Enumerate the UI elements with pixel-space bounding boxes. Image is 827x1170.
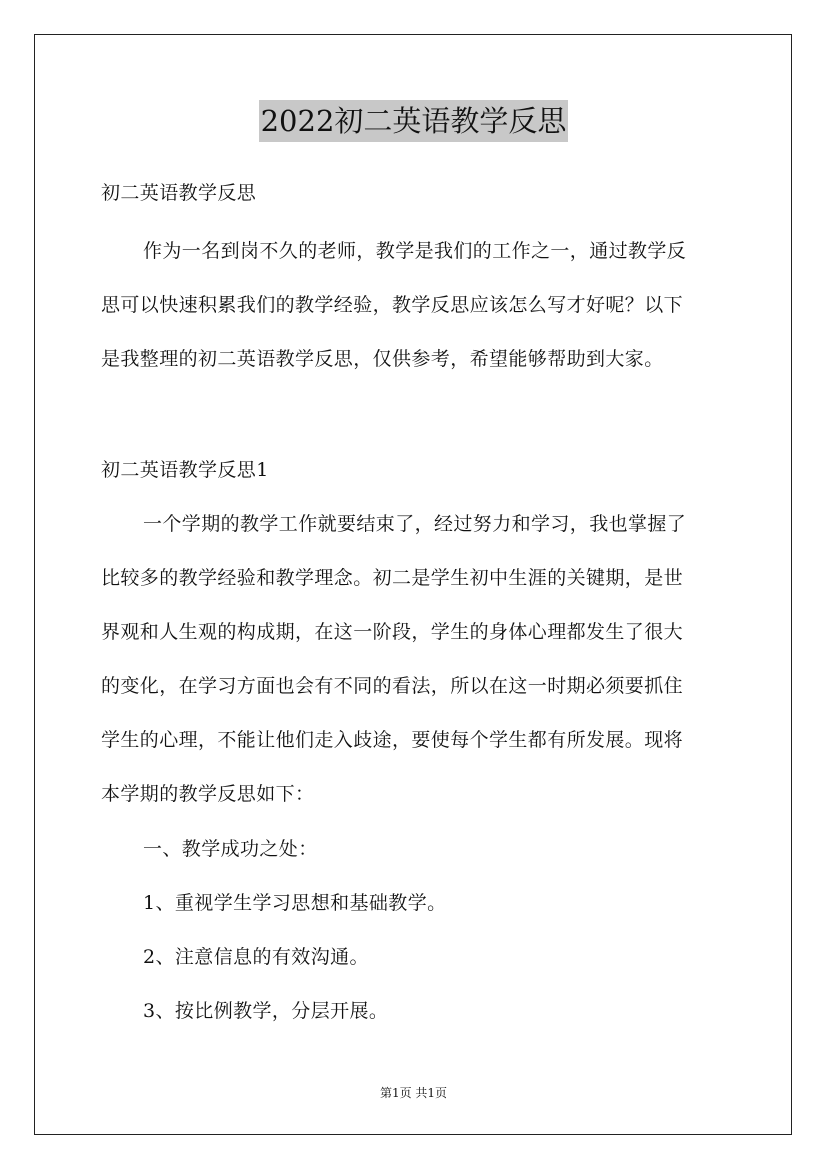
list-item-2: 2、注意信息的有效沟通。 <box>143 946 369 968</box>
body-line-3: 界观和人生观的构成期，在这一阶段，学生的身体心理都发生了很大 <box>101 621 684 643</box>
page-footer <box>0 1084 827 1101</box>
section-heading: 初二英语教学反思1 <box>101 459 269 481</box>
list-item-1: 1、重视学生学习思想和基础教学。 <box>143 892 447 914</box>
intro-line-1: 作为一名到岗不久的老师，教学是我们的工作之一，通过教学反 <box>143 240 687 262</box>
body-line-5: 学生的心理，不能让他们走入歧途，要使每个学生都有所发展。现将 <box>101 729 684 751</box>
body-line-1: 一个学期的教学工作就要结束了，经过努力和学习，我也掌握了 <box>143 513 687 535</box>
body-line-6: 本学期的教学反思如下： <box>101 783 315 805</box>
title-container <box>0 100 827 142</box>
intro-line-2: 思可以快速积累我们的教学经验，教学反思应该怎么写才好呢？以下 <box>101 294 684 316</box>
list-item-3: 3、按比例教学，分层开展。 <box>143 1000 389 1022</box>
list-heading: 一、教学成功之处： <box>143 838 318 860</box>
document-subtitle: 初二英语教学反思 <box>101 182 257 204</box>
body-line-2: 比较多的教学经验和教学理念。初二是学生初中生涯的关键期，是世 <box>101 567 684 589</box>
document-title: 2022初二英语教学反思 <box>259 100 569 142</box>
body-line-4: 的变化，在学习方面也会有不同的看法，所以在这一时期必须要抓住 <box>101 675 684 697</box>
intro-line-3: 是我整理的初二英语教学反思，仅供参考，希望能够帮助到大家。 <box>101 348 664 370</box>
page-number-label: 第1页 共1页 <box>379 1086 448 1100</box>
